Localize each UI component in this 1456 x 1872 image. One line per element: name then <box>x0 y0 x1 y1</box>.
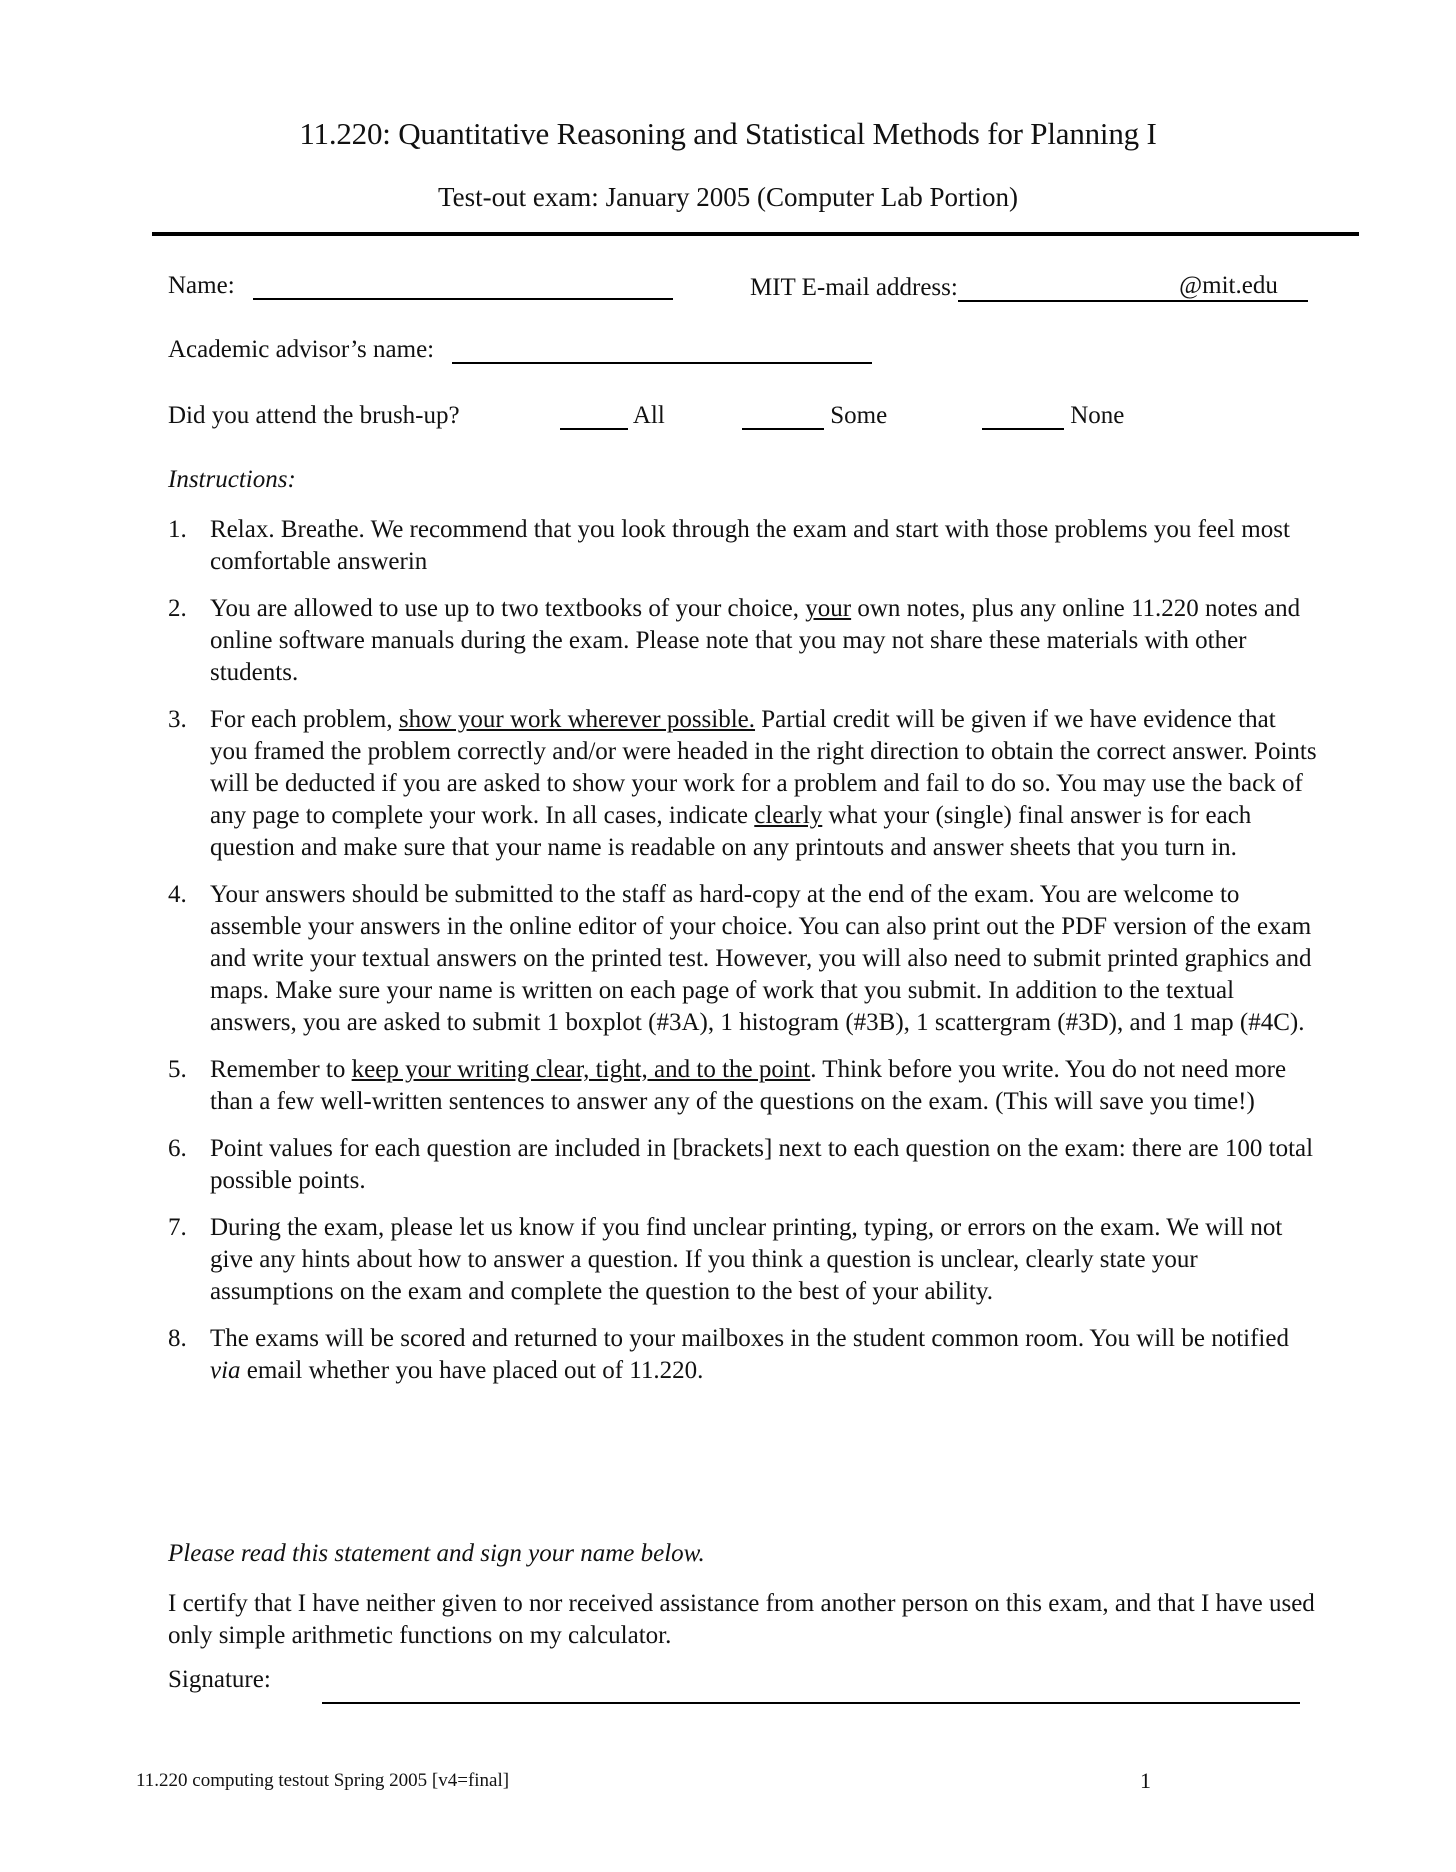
instruction-emphasis: keep your writing clear, tight, and to the point <box>351 1056 811 1083</box>
footer-text: 11.220 computing testout Spring 2005 [v4=final] <box>136 1770 510 1791</box>
instruction-item <box>168 879 1318 1039</box>
certification-text: I certify that I have neither given to nor received assistance from another person on this exam, and that I have used only simple arithmetic functions on my calculator. <box>168 1590 1315 1649</box>
instruction-item <box>168 1133 1318 1197</box>
brushup-some-label: Some <box>830 402 888 429</box>
instruction-number: 4. <box>168 881 187 908</box>
instruction-number: 3. <box>168 706 187 733</box>
brushup-all-blank[interactable] <box>560 404 628 430</box>
instruction-text: Remember to <box>210 1056 352 1083</box>
instruction-item <box>168 514 1318 578</box>
instructions-list <box>168 514 1318 1402</box>
advisor-row <box>168 336 872 364</box>
instruction-number: 7. <box>168 1214 187 1241</box>
instruction-text: email whether you have placed out of 11.220. <box>240 1357 704 1384</box>
statement-heading: Please read this statement and sign your name below. <box>168 1540 705 1567</box>
instruction-item <box>168 1054 1318 1118</box>
instruction-number: 2. <box>168 595 187 622</box>
instruction-number: 1. <box>168 516 187 543</box>
instructions-heading: Instructions: <box>168 466 296 493</box>
brushup-option-all <box>560 402 665 430</box>
email-field[interactable] <box>958 272 1308 302</box>
brushup-option-none <box>982 402 1124 430</box>
brushup-some-blank[interactable] <box>742 404 824 430</box>
brushup-all-label: All <box>632 402 665 429</box>
brushup-option-some <box>742 402 887 430</box>
page-title: 11.220: Quantitative Reasoning and Statistical Methods for Planning I <box>299 116 1157 151</box>
email-suffix: @mit.edu <box>1179 272 1278 299</box>
instruction-text: For each problem, <box>210 706 399 733</box>
instruction-text: Relax. Breathe. We recommend that you look through the exam and start with those problems you feel most comfortable answerin <box>210 516 1290 575</box>
instruction-text: The exams will be scored and returned to your mailboxes in the student common room. You will be notified <box>210 1325 1289 1352</box>
instruction-number: 8. <box>168 1325 187 1352</box>
page-number: 1 <box>1140 1768 1151 1793</box>
instruction-item <box>168 1323 1318 1387</box>
brushup-question <box>168 402 460 430</box>
instruction-emphasis: show your work wherever possible. <box>398 706 756 733</box>
name-row <box>168 272 673 300</box>
instruction-number: 5. <box>168 1056 187 1083</box>
instruction-text: . Think before you write. You do not need more than a few well-written sentences to answer any of the questions on the exam. (This will save you time!) <box>210 1056 1287 1115</box>
instruction-text: Point values for each question are included in [brackets] next to each question on the exam: there are 100 total possible points. <box>210 1135 1314 1194</box>
instruction-item <box>168 704 1318 864</box>
instruction-text: own notes, plus any online 11.220 notes and online software manuals during the exam. Please note that you may not share these materials with other students. <box>210 595 1301 686</box>
email-row <box>750 272 1308 302</box>
instruction-text: Partial credit will be given if we have evidence that you framed the problem correctly and/or were headed in the right direction to obtain the correct answer. Points will be deducted if you are asked to show your work for a problem and fail to do so. You may use the back of any page to complete your work. In all cases, indicate <box>210 706 1317 829</box>
instruction-item <box>168 1212 1318 1308</box>
instruction-text: what your (single) final answer is for each question and make sure that your name is readable on any printouts and answer sheets that you turn in. <box>210 802 1252 861</box>
header-divider <box>152 232 1359 236</box>
instruction-emphasis: your <box>805 595 852 622</box>
email-label: MIT E-mail address: <box>750 274 958 301</box>
advisor-field[interactable] <box>452 338 872 364</box>
name-field[interactable] <box>253 274 673 300</box>
page-subtitle: Test-out exam: January 2005 (Computer Lab Portion) <box>438 182 1018 212</box>
brushup-label: Did you attend the brush-up? <box>168 402 460 429</box>
instruction-emphasis: clearly <box>754 802 823 829</box>
advisor-label: Academic advisor’s name: <box>168 336 435 363</box>
instruction-italic: via <box>210 1357 241 1384</box>
instruction-item <box>168 593 1318 689</box>
signature-label: Signature: <box>168 1666 271 1693</box>
brushup-none-blank[interactable] <box>982 404 1064 430</box>
instruction-text: Your answers should be submitted to the staff as hard-copy at the end of the exam. You are welcome to assemble your answers in the online editor of your choice. You can also print out the PDF version of the exam and write your textual answers on the printed test. However, you will also need to submit printed graphics and maps. Make sure your name is written on each page of work that you submit. In addition to the textual answers, you are asked to submit 1 boxplot (#3A), 1 histogram (#3B), 1 scattergram (#3D), and 1 map (#4C). <box>210 881 1312 1036</box>
instruction-number: 6. <box>168 1135 187 1162</box>
instruction-text: You are allowed to use up to two textbooks of your choice, <box>210 595 806 622</box>
brushup-none-label: None <box>1070 402 1125 429</box>
signature-field[interactable] <box>322 1702 1300 1704</box>
name-label: Name: <box>168 272 235 299</box>
instruction-text: During the exam, please let us know if you find unclear printing, typing, or errors on the exam. We will not give any hints about how to answer a question. If you think a question is unclear, clearly state your assumptions on the exam and complete the question to the best of your ability. <box>210 1214 1283 1305</box>
